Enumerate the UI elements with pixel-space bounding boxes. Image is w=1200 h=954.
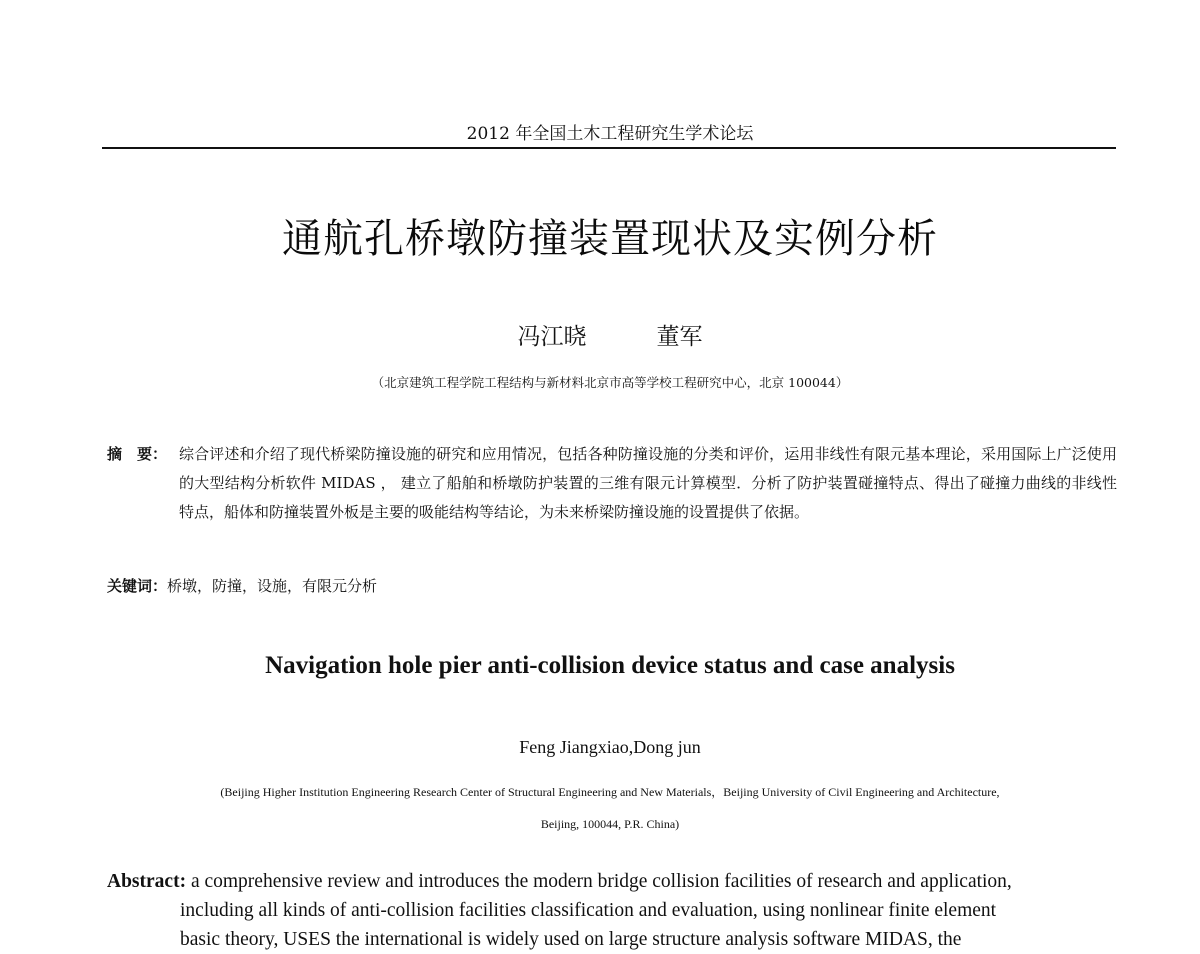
abstract-cn-text: 综合评述和介绍了现代桥梁防撞设施的研究和应用情况，包括各种防撞设施的分类和评价，运用非线性有限元基本理论，采用国际上广泛使用的大型结构分析软件 MIDAS ， 建立了船舶和桥墩防护装置的三维有限元计算模型．分析了防护装置碰撞特点、得出了碰撞力曲线的非线性特点，船体和防撞装置外板是主要的吸能结构等结论，为未来桥梁防撞设施的设置提供了依据。: [179, 445, 1117, 521]
abstract-en-line1: a comprehensive review and introduces the modern bridge collision facilities of research and application,: [186, 871, 1012, 892]
abstract-en: [107, 867, 1123, 954]
abstract-en-line2: including all kinds of anti-collision facilities classification and evaluation, using nonlinear finite element: [180, 900, 997, 921]
author-2-cn: 董军: [656, 324, 703, 350]
abstract-cn-label: 摘 要：: [107, 445, 168, 463]
affiliation-en-line2: Beijing, 100044, P.R. China): [540, 817, 680, 831]
authors-en: Feng Jiangxiao,Dong jun: [519, 737, 701, 757]
author-1-cn: 冯江晓: [517, 324, 587, 350]
affiliation-en-line1: (Beijing Higher Institution Engineering Research Center of Structural Engineering and New Materials，Beijing University of Civil Engineering and Architecture,: [220, 785, 1000, 799]
affiliation-cn: （北京建筑工程学院工程结构与新材料北京市高等学校工程研究中心，北京 100044）: [371, 375, 849, 390]
paper-title-cn: 通航孔桥墩防撞装置现状及实例分析: [282, 216, 938, 262]
keywords-cn-text: 桥墩，防撞，设施，有限元分析: [167, 577, 378, 595]
header-rule: [102, 147, 1116, 149]
paper-title-en: Navigation hole pier anti-collision device status and case analysis: [265, 652, 955, 679]
affiliation-en: [100, 776, 1120, 840]
running-header: 2012 年全国土木工程研究生学术论坛: [466, 124, 754, 144]
abstract-cn: [107, 440, 1117, 527]
abstract-en-line3: basic theory, USES the international is widely used on large structure analysis software MIDAS, the: [180, 929, 962, 950]
abstract-en-label: Abstract:: [107, 871, 187, 892]
authors-cn: [0, 318, 1200, 351]
keywords-cn: [107, 575, 1117, 596]
keywords-cn-label: 关键词：: [107, 577, 168, 595]
